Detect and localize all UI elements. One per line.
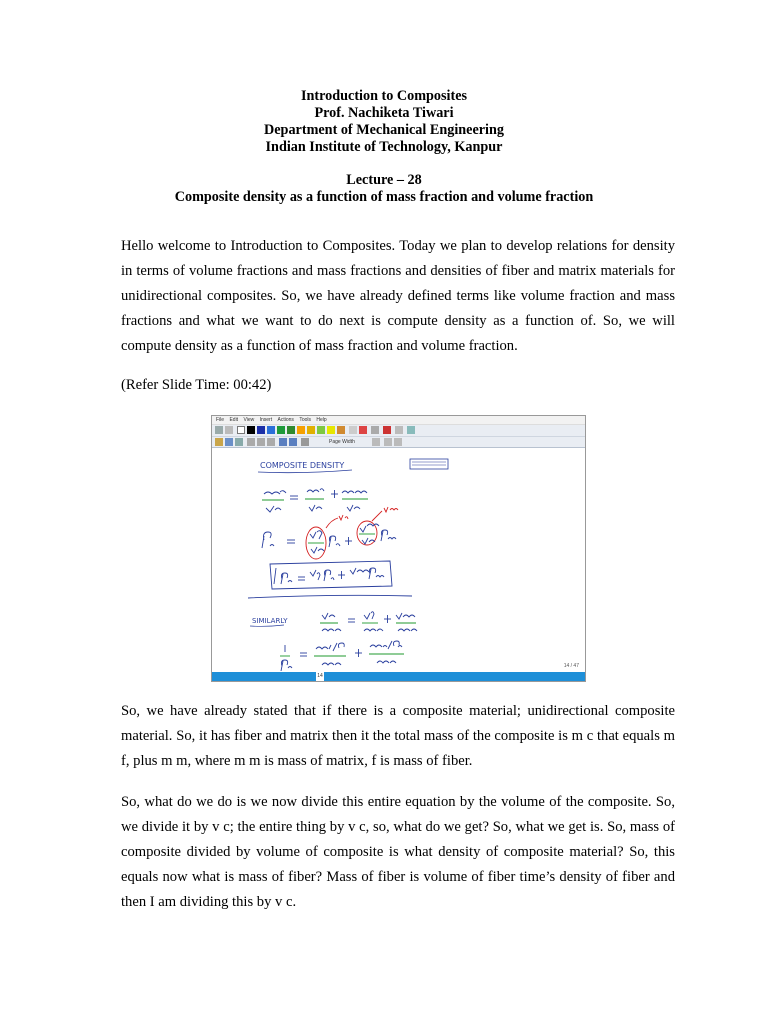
- color-darkgreen-icon: [287, 426, 295, 434]
- lecture-slide-screenshot: [211, 415, 586, 682]
- lasso-icon: [383, 426, 391, 434]
- institute-name: Indian Institute of Technology, Kanpur: [265, 139, 503, 155]
- color-navy-icon: [257, 426, 265, 434]
- slide-page-counter: 14 / 47: [563, 663, 579, 669]
- zoom-in-icon: [384, 438, 392, 446]
- zoom-out-icon: [394, 438, 402, 446]
- hand-icon: [395, 426, 403, 434]
- color-gold-icon: [307, 426, 315, 434]
- equation-mass-over-volume: [262, 489, 368, 512]
- color-blue-icon: [267, 426, 275, 434]
- select-icon: [349, 426, 357, 434]
- course-title: Introduction to Composites: [300, 88, 468, 104]
- lecture-topic: Composite density as a function of mass fraction and volume fraction: [174, 189, 594, 205]
- undo-icon: [279, 438, 287, 446]
- color-brown-icon: [337, 426, 345, 434]
- menu-view: View: [243, 417, 255, 423]
- slide-status-bar: [212, 672, 585, 681]
- copy-icon: [257, 438, 265, 446]
- save-icon: [225, 438, 233, 446]
- menu-actions: Actions: [277, 417, 294, 423]
- menu-edit: Edit: [229, 417, 239, 423]
- divide-by-volume-paragraph: So, what do we do is we now divide this entire equation by the volume of the composite. So, we divide it by v c; the entire thing by v c, so, what do we get? So, what we get is. So, mass of composite divided by volume of composite is what density of composite material? So, this equals now what is mass of fiber? Mass of fiber is volume of fiber time’s density of fiber and then I am dividing this by v c.: [121, 794, 675, 910]
- section-divider: [248, 595, 412, 598]
- slide-time-reference: (Refer Slide Time: 00:42): [121, 377, 272, 393]
- bold-icon: [215, 426, 223, 434]
- menu-file: File: [216, 417, 225, 423]
- status-page-number: 14: [317, 673, 323, 679]
- color-black-icon: [247, 426, 255, 434]
- zoom-level-select: Page Width: [329, 439, 355, 445]
- professor-name: Prof. Nachiketa Tiwari: [314, 105, 454, 121]
- slide-toolbar-actions: [212, 437, 585, 448]
- print-icon: [235, 438, 243, 446]
- eraser-icon: [371, 426, 379, 434]
- intro-paragraph: Hello welcome to Introduction to Composites. Today we plan to develop relations for density in terms of volume fractions and mass fractions and densities of fiber and matrix materials for unidirectional composites. So, we have already defined terms like volume fraction and mass fractions and what we want to do next is compute density as a function of. So, we will compute density as a function of mass fraction and volume fraction.: [121, 238, 675, 354]
- cut-icon: [247, 438, 255, 446]
- highlighter-icon: [359, 426, 367, 434]
- slide-toolbar-colors: [212, 425, 585, 437]
- menu-insert: Insert: [259, 417, 273, 423]
- color-white-icon: [237, 426, 245, 434]
- equation-volume-over-mass: [320, 612, 417, 631]
- open-icon: [215, 438, 223, 446]
- page-icon: [372, 438, 380, 446]
- slide-canvas: [212, 448, 585, 671]
- similarly-underline: [250, 625, 284, 626]
- slide-menubar: [212, 416, 585, 425]
- paste-icon: [267, 438, 275, 446]
- lecture-number: Lecture – 28: [346, 172, 422, 188]
- heading-text: COMPOSITE DENSITY: [260, 461, 345, 470]
- menu-tools: Tools: [299, 417, 311, 423]
- color-orange-icon: [297, 426, 305, 434]
- composite-mass-paragraph: So, we have already stated that if there is a composite material; unidirectional composite material. So, it has fiber and matrix then it the total mass of the composite is m c that equals m f, plus m m, where m m is mass of matrix, f is mass of fiber.: [121, 703, 675, 769]
- color-green-icon: [277, 426, 285, 434]
- zoom-fit-icon: [301, 438, 309, 446]
- equation-reciprocal-density: [280, 641, 404, 671]
- similarly-text: SIMILARLY: [252, 617, 288, 625]
- handwritten-equations: [212, 448, 585, 671]
- color-lime-icon: [317, 426, 325, 434]
- department-name: Department of Mechanical Engineering: [264, 122, 504, 138]
- boxed-result-equation: [270, 561, 392, 589]
- color-yellow-icon: [327, 426, 335, 434]
- menu-help: Help: [316, 417, 327, 423]
- heading-underline: [258, 470, 352, 473]
- pen-icon: [225, 426, 233, 434]
- slide-note-box: [410, 459, 448, 469]
- text-icon: [407, 426, 415, 434]
- equation-density-volume: [262, 507, 398, 559]
- redo-icon: [289, 438, 297, 446]
